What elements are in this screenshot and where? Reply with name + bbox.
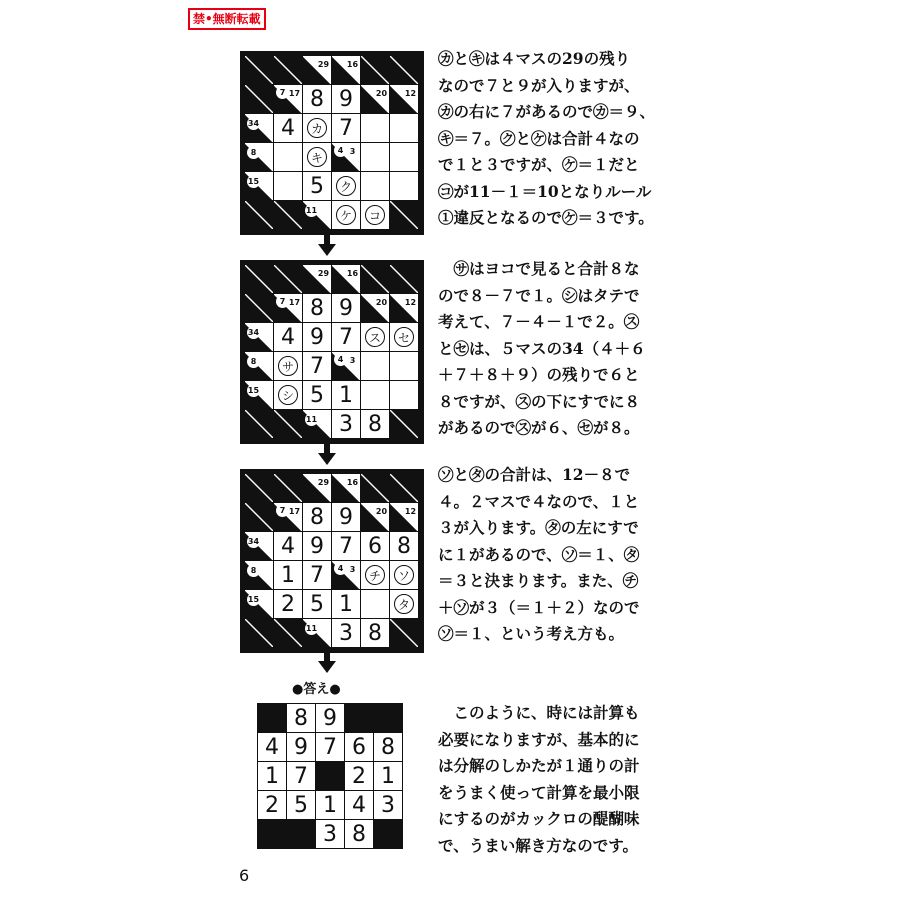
text-line: で１と３ですが、㋘＝１だと	[438, 155, 640, 174]
blocked-cell	[245, 85, 273, 113]
digit-cell	[303, 503, 331, 531]
clue-cell	[245, 172, 273, 200]
blocked-cell	[374, 820, 402, 848]
digit-cell	[303, 352, 331, 380]
answer-cell: 8	[345, 820, 373, 848]
unknown-cell	[361, 561, 389, 589]
cell-digit: 7	[339, 115, 353, 141]
no-reproduction-stamp: 禁•無断転載	[188, 8, 266, 30]
digit-cell	[361, 114, 389, 142]
down-clue: 16	[346, 478, 359, 487]
digit-cell	[332, 114, 360, 142]
cell-digit: 3	[339, 411, 353, 437]
cell-digit: 3	[339, 620, 353, 646]
clue-cell	[332, 143, 360, 171]
blocked-cell	[316, 762, 344, 790]
text-line: ①違反となるので㋘＝３です。	[438, 208, 654, 227]
blocked-cell	[245, 619, 273, 647]
blocked-cell	[390, 410, 418, 438]
cell-digit: 4	[281, 324, 295, 350]
blocked-cell	[245, 503, 273, 531]
digit-cell	[303, 590, 331, 618]
clue-cell	[245, 323, 273, 351]
answer-cell: 8	[374, 733, 402, 761]
clue-cell	[274, 85, 302, 113]
down-clue: 12	[404, 298, 417, 307]
blocked-cell	[361, 265, 389, 293]
down-clue: 12	[404, 507, 417, 516]
cell-digit: 1	[339, 382, 353, 408]
text-line: に１があるので、㋞＝１、㋟	[438, 544, 640, 564]
blocked-cell	[274, 201, 302, 229]
unknown-cell	[274, 381, 302, 409]
unknown-cell	[303, 114, 331, 142]
blocked-cell	[245, 265, 273, 293]
text-line: があるので㋜が６、㋝が８。	[438, 418, 640, 437]
down-clue: 4	[334, 144, 347, 157]
right-clue: 34	[247, 328, 260, 337]
digit-cell	[332, 590, 360, 618]
text-line: ㋕の右に７があるので㋕＝９、	[438, 102, 656, 121]
answer-cell: 6	[345, 733, 373, 761]
blocked-cell	[390, 56, 418, 84]
clue-cell	[390, 503, 418, 531]
down-clue: 4	[334, 562, 347, 575]
cell-digit: 5	[310, 591, 324, 617]
blocked-cell	[390, 619, 418, 647]
digit-cell	[274, 532, 302, 560]
cell-digit: 6	[368, 533, 382, 559]
cell-label: タ	[394, 594, 414, 614]
blocked-cell	[390, 265, 418, 293]
cell-digit: 7	[339, 324, 353, 350]
clue-cell	[303, 410, 331, 438]
puzzle-board-3	[240, 469, 424, 653]
cell-label: セ	[394, 327, 414, 347]
cell-label: ソ	[394, 565, 414, 585]
clue-cell	[303, 265, 331, 293]
clue-cell	[332, 352, 360, 380]
blocked-cell	[274, 56, 302, 84]
unknown-cell	[390, 590, 418, 618]
cell-label: サ	[278, 356, 298, 376]
clue-cell	[332, 561, 360, 589]
unknown-cell	[303, 143, 331, 171]
clue-cell	[390, 294, 418, 322]
down-clue: 16	[346, 269, 359, 278]
digit-cell	[274, 172, 302, 200]
digit-cell	[361, 381, 389, 409]
answer-cell: 5	[287, 791, 315, 819]
cell-digit: 9	[339, 295, 353, 321]
clue-cell	[361, 503, 389, 531]
down-clue: 29	[317, 478, 330, 487]
down-clue: 4	[334, 353, 347, 366]
cell-label: コ	[365, 205, 385, 225]
digit-cell	[303, 381, 331, 409]
cell-digit: 9	[310, 324, 324, 350]
puzzle-board-2	[240, 260, 424, 444]
text-line: ＝３と決まります。また、㋠	[438, 571, 639, 590]
text-line: で、うまい解き方なのです。	[438, 835, 638, 855]
blocked-cell	[374, 704, 402, 732]
text-line: 考えて、７－４－１で２。㋜	[438, 312, 640, 331]
digit-cell	[303, 85, 331, 113]
cell-digit: 7	[310, 353, 324, 379]
clue-cell	[303, 474, 331, 502]
arrow-down-icon	[324, 443, 330, 453]
digit-cell	[303, 172, 331, 200]
digit-cell	[274, 590, 302, 618]
explanation-2	[438, 256, 684, 442]
answer-grid	[257, 703, 403, 849]
blocked-cell	[245, 410, 273, 438]
text-line: ＋㋞が３（＝１＋２）なので	[438, 597, 640, 617]
cell-label: ス	[365, 327, 385, 347]
right-clue: 3	[346, 563, 359, 576]
digit-cell	[303, 561, 331, 589]
clue-cell	[245, 352, 273, 380]
unknown-cell	[361, 323, 389, 351]
right-clue: 15	[247, 595, 260, 604]
digit-cell	[361, 590, 389, 618]
text-line: ４。２マスで４なので、１と	[438, 491, 640, 511]
text-line: は分解のしかたが１通りの計	[438, 756, 640, 775]
blocked-cell	[274, 474, 302, 502]
text-line: ３が入ります。㋟の左にすで	[438, 518, 639, 537]
blocked-cell	[258, 704, 286, 732]
clue-cell	[274, 503, 302, 531]
cell-digit: 8	[368, 411, 382, 437]
right-clue: 11	[305, 206, 318, 215]
digit-cell	[361, 619, 389, 647]
blocked-cell	[390, 201, 418, 229]
blocked-cell	[287, 820, 315, 848]
right-clue: 17	[288, 298, 301, 307]
clue-cell	[303, 619, 331, 647]
explanation-3	[438, 462, 684, 648]
cell-digit: 9	[339, 504, 353, 530]
right-clue: 11	[305, 624, 318, 633]
digit-cell	[332, 619, 360, 647]
right-clue: 8	[247, 146, 260, 159]
digit-cell	[332, 294, 360, 322]
answer-cell: 9	[316, 704, 344, 732]
cell-digit: 7	[339, 533, 353, 559]
digit-cell	[332, 323, 360, 351]
arrow-down-icon	[324, 234, 330, 244]
text-line: と㋝は、５マスの34（４＋６	[438, 338, 646, 358]
blocked-cell	[274, 619, 302, 647]
clue-cell	[245, 143, 273, 171]
text-line: このように、時には計算も	[438, 703, 640, 722]
cell-digit: 5	[310, 382, 324, 408]
clue-cell	[274, 294, 302, 322]
digit-cell	[361, 410, 389, 438]
answer-cell: 2	[345, 762, 373, 790]
right-clue: 11	[305, 415, 318, 424]
digit-cell	[361, 352, 389, 380]
right-clue: 3	[346, 354, 359, 367]
blocked-cell	[345, 704, 373, 732]
digit-cell	[274, 561, 302, 589]
clue-cell	[361, 294, 389, 322]
right-clue: 15	[247, 177, 260, 186]
arrow-down-icon	[324, 651, 330, 661]
down-clue: 7	[276, 86, 289, 99]
cell-digit: 2	[281, 591, 295, 617]
down-clue: 29	[317, 269, 330, 278]
digit-cell	[332, 85, 360, 113]
blocked-cell	[274, 265, 302, 293]
answer-cell: 3	[374, 791, 402, 819]
down-clue: 16	[346, 60, 359, 69]
down-clue: 7	[276, 504, 289, 517]
text-line: ㋚はヨコで見ると合計８な	[438, 259, 640, 278]
digit-cell	[274, 323, 302, 351]
digit-cell	[332, 503, 360, 531]
blocked-cell	[245, 294, 273, 322]
digit-cell	[332, 532, 360, 560]
digit-cell	[332, 381, 360, 409]
blocked-cell	[245, 474, 273, 502]
clue-cell	[303, 56, 331, 84]
digit-cell	[361, 143, 389, 171]
cell-label: ケ	[336, 205, 356, 225]
cell-digit: 8	[310, 504, 324, 530]
blocked-cell	[258, 820, 286, 848]
arrow-down-icon	[318, 453, 336, 465]
digit-cell	[390, 532, 418, 560]
answer-cell: 1	[374, 762, 402, 790]
text-line: ㋕と㋖は４マスの29の残り	[438, 49, 631, 68]
clue-cell	[332, 56, 360, 84]
digit-cell	[390, 114, 418, 142]
down-clue: 20	[375, 507, 388, 516]
cell-digit: 4	[281, 533, 295, 559]
text-line: をうまく使って計算を最小限	[438, 782, 640, 802]
unknown-cell	[390, 561, 418, 589]
arrow-down-icon	[318, 244, 336, 256]
text-line: ㋖＝７。㋗と㋘は合計４なの	[438, 128, 640, 148]
right-clue: 34	[247, 537, 260, 546]
cell-label: ク	[336, 176, 356, 196]
clue-cell	[245, 114, 273, 142]
clue-cell	[332, 474, 360, 502]
digit-cell	[390, 381, 418, 409]
text-line: にするのがカックロの醍醐味	[438, 809, 640, 828]
text-line: ＋７＋８＋９）の残りで６と	[438, 365, 640, 384]
answer-cell: 9	[287, 733, 315, 761]
text-line: 必要になりますが、基本的に	[438, 729, 640, 749]
blocked-cell	[390, 474, 418, 502]
text-line: ㋞と㋟の合計は、12－８で	[438, 465, 631, 484]
digit-cell	[303, 532, 331, 560]
answer-cell: 3	[316, 820, 344, 848]
digit-cell	[303, 294, 331, 322]
explanation-1	[438, 46, 684, 232]
clue-cell	[245, 381, 273, 409]
text-line: なので７と９が入りますが、	[438, 75, 640, 95]
cell-digit: 9	[310, 533, 324, 559]
cell-label: チ	[365, 565, 385, 585]
blocked-cell	[361, 56, 389, 84]
answer-label: ●答え●	[292, 682, 341, 697]
unknown-cell	[361, 201, 389, 229]
cell-digit: 5	[310, 173, 324, 199]
down-clue: 20	[375, 89, 388, 98]
explanation-4	[438, 700, 684, 859]
digit-cell	[303, 323, 331, 351]
cell-digit: 8	[368, 620, 382, 646]
digit-cell	[390, 352, 418, 380]
puzzle-board-1	[240, 51, 424, 235]
right-clue: 17	[288, 89, 301, 98]
down-clue: 29	[317, 60, 330, 69]
cell-digit: 8	[397, 533, 411, 559]
cell-digit: 8	[310, 86, 324, 112]
answer-cell: 1	[316, 791, 344, 819]
arrow-down-icon	[318, 661, 336, 673]
right-clue: 8	[247, 564, 260, 577]
down-clue: 7	[276, 295, 289, 308]
down-clue: 20	[375, 298, 388, 307]
answer-cell: 1	[258, 762, 286, 790]
digit-cell	[332, 410, 360, 438]
clue-cell	[245, 561, 273, 589]
digit-cell	[361, 532, 389, 560]
unknown-cell	[274, 352, 302, 380]
cell-digit: 7	[310, 562, 324, 588]
clue-cell	[245, 590, 273, 618]
cell-digit: 8	[310, 295, 324, 321]
digit-cell	[390, 143, 418, 171]
answer-cell: 7	[287, 762, 315, 790]
digit-cell	[390, 172, 418, 200]
clue-cell	[332, 265, 360, 293]
digit-cell	[361, 172, 389, 200]
blocked-cell	[245, 56, 273, 84]
unknown-cell	[332, 201, 360, 229]
right-clue: 34	[247, 119, 260, 128]
clue-cell	[390, 85, 418, 113]
right-clue: 3	[346, 145, 359, 158]
cell-digit: 4	[281, 115, 295, 141]
text-line: ㋙が11－１＝10となりルール	[438, 181, 652, 201]
clue-cell	[303, 201, 331, 229]
cell-digit: 1	[281, 562, 295, 588]
answer-cell: 2	[258, 791, 286, 819]
page-number: 6	[239, 866, 250, 885]
text-line: ㋞＝１、という考え方も。	[438, 624, 625, 643]
right-clue: 8	[247, 355, 260, 368]
unknown-cell	[332, 172, 360, 200]
right-clue: 17	[288, 507, 301, 516]
cell-digit: 9	[339, 86, 353, 112]
down-clue: 12	[404, 89, 417, 98]
right-clue: 15	[247, 386, 260, 395]
clue-cell	[245, 532, 273, 560]
cell-label: カ	[307, 118, 327, 138]
cell-label: シ	[278, 385, 298, 405]
unknown-cell	[390, 323, 418, 351]
answer-cell: 4	[345, 791, 373, 819]
blocked-cell	[274, 410, 302, 438]
digit-cell	[274, 114, 302, 142]
answer-cell: 7	[316, 733, 344, 761]
text-line: ８ですが、㋜の下にすでに８	[438, 391, 640, 411]
cell-label: キ	[307, 147, 327, 167]
text-line: ので８－７で１。㋛はタテで	[438, 285, 640, 305]
blocked-cell	[361, 474, 389, 502]
blocked-cell	[245, 201, 273, 229]
clue-cell	[361, 85, 389, 113]
answer-cell: 4	[258, 733, 286, 761]
digit-cell	[274, 143, 302, 171]
cell-digit: 1	[339, 591, 353, 617]
answer-cell: 8	[287, 704, 315, 732]
